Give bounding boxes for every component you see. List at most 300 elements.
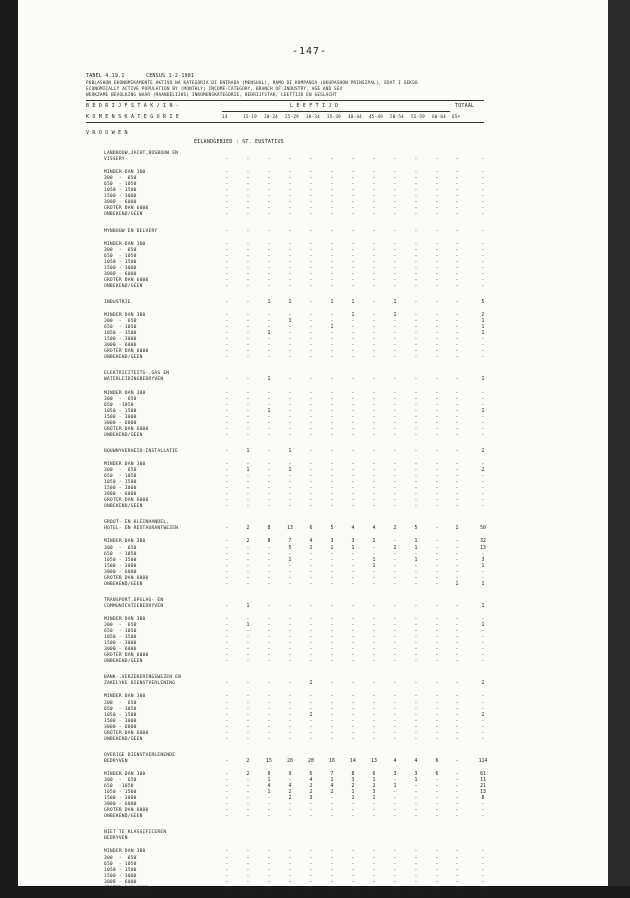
- age-cell: -: [455, 349, 459, 355]
- age-cell: -: [455, 885, 459, 891]
- age-cell: -: [267, 349, 271, 355]
- age-cell: -: [393, 325, 397, 331]
- age-cell: -: [246, 802, 250, 808]
- age-cell: -: [393, 390, 397, 396]
- age-cell: 1: [351, 545, 355, 551]
- age-cell: -: [372, 808, 376, 814]
- age-cell: -: [246, 706, 250, 712]
- income-category-label: 650 -1050: [104, 402, 134, 408]
- total-label: TOTAAL: [455, 103, 475, 109]
- age-cell: -: [351, 861, 355, 867]
- age-cell: 2: [309, 712, 313, 718]
- age-cell: -: [372, 659, 376, 665]
- age-cell: -: [372, 891, 376, 897]
- total-cell: -: [481, 647, 485, 653]
- age-cell: -: [435, 396, 439, 402]
- age-cell: -: [351, 635, 355, 641]
- age-cell: -: [414, 504, 418, 510]
- age-cell: -: [288, 551, 292, 557]
- age-cell: -: [393, 730, 397, 736]
- age-cell: -: [330, 694, 334, 700]
- age-cell: -: [267, 635, 271, 641]
- age-cell: -: [225, 891, 229, 897]
- income-category-label: GROTER DAN 6000: [104, 349, 149, 355]
- age-cell: 2: [309, 681, 313, 687]
- age-cell: -: [351, 885, 355, 891]
- age-cell: -: [246, 873, 250, 879]
- age-cell: -: [288, 432, 292, 438]
- income-category-label: 1500 - 3000: [104, 265, 137, 271]
- age-cell: -: [225, 653, 229, 659]
- age-cell: -: [455, 545, 459, 551]
- age-cell: -: [330, 390, 334, 396]
- age-cell: -: [330, 641, 334, 647]
- age-cell: -: [267, 581, 271, 587]
- total-cell: -: [481, 861, 485, 867]
- age-cell: -: [309, 802, 313, 808]
- income-category-label: 1050 - 1500: [104, 331, 137, 337]
- age-cell: -: [351, 265, 355, 271]
- age-cell: -: [414, 331, 418, 337]
- age-cell: -: [330, 157, 334, 163]
- age-cell: -: [435, 790, 439, 796]
- age-cell: -: [267, 641, 271, 647]
- age-cell: -: [330, 176, 334, 182]
- section-title: INDUSTRIE: [104, 299, 131, 305]
- table-row-values: [222, 377, 485, 383]
- age-cell: -: [372, 277, 376, 283]
- table-row-values: [222, 659, 485, 665]
- age-cell: -: [225, 299, 229, 305]
- income-category-label: 1500 - 3000: [104, 873, 137, 879]
- age-cell: -: [435, 575, 439, 581]
- age-cell: -: [288, 212, 292, 218]
- age-cell: -: [435, 408, 439, 414]
- age-cell: -: [393, 319, 397, 325]
- age-cell: -: [372, 718, 376, 724]
- age-cell: -: [372, 206, 376, 212]
- age-cell: -: [288, 461, 292, 467]
- age-cell: -: [309, 426, 313, 432]
- age-cell: 1: [246, 448, 250, 454]
- age-cell: -: [393, 855, 397, 861]
- section-title: ELEKTRICITEITS-,GAS EN: [104, 371, 170, 377]
- age-cell: 1: [288, 448, 292, 454]
- income-category-label: GROTER DAN 6000: [104, 730, 149, 736]
- age-cell: -: [393, 206, 397, 212]
- age-cell: -: [372, 867, 376, 873]
- income-category-label: 3000 - 6000: [104, 271, 137, 277]
- age-cell: -: [435, 526, 439, 532]
- age-cell: -: [288, 480, 292, 486]
- age-cell: -: [393, 796, 397, 802]
- age-cell: 1: [288, 557, 292, 563]
- census-date: CENSUS 1-2-1981: [146, 73, 195, 79]
- income-category-label: 650 - 1050: [104, 706, 137, 712]
- age-cell: -: [288, 170, 292, 176]
- age-cell: 5: [414, 526, 418, 532]
- age-cell: -: [225, 241, 229, 247]
- age-cell: -: [414, 194, 418, 200]
- age-cell: -: [435, 808, 439, 814]
- total-cell: -: [481, 885, 485, 891]
- age-group-label: L E E F T I J D: [290, 103, 339, 109]
- age-cell: -: [372, 855, 376, 861]
- age-cell: -: [351, 563, 355, 569]
- age-cell: -: [246, 480, 250, 486]
- age-cell: -: [330, 337, 334, 343]
- age-cell: -: [309, 718, 313, 724]
- age-cell: -: [351, 891, 355, 897]
- age-cell: -: [372, 603, 376, 609]
- age-col-header: 35-39: [327, 115, 341, 120]
- total-cell: 61: [480, 771, 486, 777]
- age-cell: -: [393, 891, 397, 897]
- age-cell: -: [330, 492, 334, 498]
- age-cell: 4: [267, 784, 271, 790]
- age-cell: -: [225, 730, 229, 736]
- age-cell: -: [372, 402, 376, 408]
- age-cell: -: [393, 355, 397, 361]
- income-category-label: 300 - 650: [104, 855, 137, 861]
- age-cell: -: [372, 170, 376, 176]
- age-cell: -: [414, 724, 418, 730]
- age-cell: -: [414, 241, 418, 247]
- age-cell: -: [330, 635, 334, 641]
- age-cell: -: [414, 402, 418, 408]
- income-category-label: MINDER DAN 300: [104, 539, 146, 545]
- age-cell: -: [267, 241, 271, 247]
- age-cell: -: [393, 283, 397, 289]
- age-cell: -: [372, 623, 376, 628]
- total-cell: -: [481, 616, 485, 622]
- age-cell: -: [351, 200, 355, 206]
- age-cell: -: [351, 867, 355, 873]
- age-cell: -: [288, 247, 292, 253]
- age-cell: -: [288, 563, 292, 569]
- age-cell: -: [455, 188, 459, 194]
- income-category-label: GROTER DAN 6000: [104, 808, 149, 814]
- income-category-label: GROTER DAN 6000: [104, 277, 149, 283]
- age-cell: -: [455, 641, 459, 647]
- income-category-label: 300 - 650: [104, 545, 137, 551]
- age-cell: -: [309, 551, 313, 557]
- income-category-label: ONBEKEND/GEEN: [104, 891, 143, 897]
- age-cell: -: [225, 808, 229, 814]
- age-cell: -: [393, 408, 397, 414]
- age-cell: -: [435, 730, 439, 736]
- age-cell: -: [393, 539, 397, 545]
- age-cell: -: [309, 808, 313, 814]
- income-category-label: 300 - 650: [104, 319, 137, 325]
- age-cell: -: [330, 474, 334, 480]
- age-cell: -: [414, 712, 418, 718]
- age-cell: -: [225, 635, 229, 641]
- section-title: LANDBOUW,JACHT,BOSBOUW EN: [104, 151, 179, 156]
- age-cell: -: [246, 420, 250, 426]
- age-cell: 1: [288, 468, 292, 473]
- age-cell: 1: [267, 778, 271, 783]
- age-cell: 7: [330, 771, 334, 777]
- total-cell: 8: [481, 796, 485, 802]
- income-category-label: MINDER DAN 300: [104, 313, 146, 318]
- total-cell: 50: [480, 526, 486, 532]
- age-cell: -: [288, 581, 292, 587]
- income-category-label: MINDER DAN 300: [104, 170, 146, 176]
- age-cell: -: [435, 176, 439, 182]
- age-cell: -: [351, 616, 355, 622]
- age-cell: -: [455, 758, 459, 764]
- age-cell: 1: [246, 623, 250, 628]
- age-cell: 4: [372, 526, 376, 532]
- age-col-header: 40-44: [348, 115, 362, 120]
- age-cell: -: [455, 808, 459, 814]
- age-cell: -: [246, 681, 250, 687]
- age-cell: -: [267, 188, 271, 194]
- age-cell: -: [309, 461, 313, 467]
- total-cell: -: [481, 157, 485, 163]
- total-cell: -: [481, 337, 485, 343]
- age-cell: -: [330, 706, 334, 712]
- section-title: BEDRYVEN: [104, 758, 128, 764]
- age-cell: -: [288, 188, 292, 194]
- age-cell: -: [435, 200, 439, 206]
- age-cell: -: [225, 402, 229, 408]
- age-cell: -: [246, 194, 250, 200]
- age-cell: -: [267, 480, 271, 486]
- age-cell: -: [351, 188, 355, 194]
- age-cell: -: [414, 861, 418, 867]
- total-cell: 1: [481, 581, 485, 587]
- age-cell: -: [455, 616, 459, 622]
- age-cell: -: [225, 432, 229, 438]
- income-category-label: GROTER DAN 6000: [104, 653, 149, 659]
- total-cell: -: [481, 474, 485, 480]
- age-cell: -: [288, 474, 292, 480]
- age-cell: -: [455, 802, 459, 808]
- age-cell: -: [267, 253, 271, 259]
- age-cell: -: [435, 313, 439, 318]
- age-cell: -: [246, 885, 250, 891]
- age-cell: -: [455, 461, 459, 467]
- age-cell: -: [267, 396, 271, 402]
- income-category-label: ONBEKEND/GEEN: [104, 212, 143, 218]
- age-cell: -: [414, 337, 418, 343]
- income-category-label: 1050 - 1500: [104, 480, 137, 486]
- age-cell: -: [330, 343, 334, 349]
- income-category-label: 3000 - 6000: [104, 724, 137, 730]
- age-cell: -: [455, 879, 459, 885]
- age-cell: -: [267, 259, 271, 265]
- age-cell: -: [435, 778, 439, 783]
- total-cell: 13: [480, 545, 486, 551]
- age-cell: -: [225, 557, 229, 563]
- age-cell: -: [414, 891, 418, 897]
- age-cell: -: [435, 647, 439, 653]
- age-cell: -: [225, 700, 229, 706]
- age-cell: -: [455, 551, 459, 557]
- age-cell: -: [455, 396, 459, 402]
- age-cell: -: [393, 736, 397, 742]
- total-cell: -: [481, 277, 485, 283]
- age-cell: -: [351, 647, 355, 653]
- age-cell: -: [351, 241, 355, 247]
- age-cell: -: [225, 526, 229, 532]
- age-cell: -: [225, 480, 229, 486]
- age-cell: -: [372, 271, 376, 277]
- age-cell: -: [414, 176, 418, 182]
- age-cell: -: [225, 194, 229, 200]
- age-cell: 1: [372, 563, 376, 569]
- age-cell: -: [267, 461, 271, 467]
- age-cell: -: [246, 796, 250, 802]
- age-cell: 1: [372, 557, 376, 563]
- age-cell: -: [267, 694, 271, 700]
- age-cell: -: [455, 259, 459, 265]
- age-cell: -: [225, 659, 229, 665]
- age-cell: -: [351, 176, 355, 182]
- age-cell: -: [351, 814, 355, 820]
- age-cell: -: [393, 253, 397, 259]
- age-cell: -: [246, 575, 250, 581]
- total-cell: -: [481, 253, 485, 259]
- age-cell: 2: [246, 526, 250, 532]
- table-row-values: [222, 814, 485, 820]
- age-cell: -: [351, 569, 355, 575]
- age-cell: -: [288, 337, 292, 343]
- total-cell: -: [481, 700, 485, 706]
- age-cell: -: [225, 182, 229, 188]
- age-cell: -: [414, 265, 418, 271]
- age-cell: -: [225, 724, 229, 730]
- age-cell: -: [414, 616, 418, 622]
- age-cell: -: [288, 653, 292, 659]
- age-cell: -: [225, 271, 229, 277]
- age-cell: -: [435, 461, 439, 467]
- income-category-label: 300 - 650: [104, 623, 137, 628]
- age-cell: -: [351, 623, 355, 628]
- age-cell: 5: [330, 526, 334, 532]
- age-cell: -: [246, 736, 250, 742]
- total-cell: -: [481, 551, 485, 557]
- age-cell: 2: [330, 790, 334, 796]
- income-category-label: ONBEKEND/GEEN: [104, 736, 143, 742]
- age-cell: -: [414, 790, 418, 796]
- age-cell: -: [393, 808, 397, 814]
- age-cell: -: [435, 498, 439, 504]
- age-cell: -: [372, 188, 376, 194]
- age-cell: -: [414, 408, 418, 414]
- age-cell: -: [225, 247, 229, 253]
- age-cell: -: [351, 730, 355, 736]
- age-cell: -: [309, 486, 313, 492]
- section-title: HOTEL- EN RESTAURANTWEZEN: [104, 526, 179, 532]
- age-cell: -: [414, 802, 418, 808]
- age-cell: -: [288, 390, 292, 396]
- total-cell: 1: [481, 623, 485, 628]
- age-cell: -: [372, 736, 376, 742]
- age-cell: -: [309, 623, 313, 628]
- age-cell: -: [246, 355, 250, 361]
- age-cell: -: [351, 157, 355, 163]
- age-cell: -: [288, 265, 292, 271]
- age-cell: -: [330, 259, 334, 265]
- age-cell: -: [455, 603, 459, 609]
- age-cell: -: [246, 855, 250, 861]
- age-cell: -: [309, 736, 313, 742]
- age-cell: -: [455, 194, 459, 200]
- age-cell: -: [246, 563, 250, 569]
- age-cell: -: [288, 861, 292, 867]
- age-cell: -: [309, 212, 313, 218]
- age-cell: -: [372, 390, 376, 396]
- age-cell: -: [372, 396, 376, 402]
- age-cell: -: [372, 681, 376, 687]
- age-cell: -: [435, 694, 439, 700]
- age-cell: -: [225, 855, 229, 861]
- age-cell: -: [246, 551, 250, 557]
- age-cell: -: [351, 802, 355, 808]
- age-cell: -: [414, 718, 418, 724]
- age-cell: -: [330, 873, 334, 879]
- age-cell: -: [225, 539, 229, 545]
- age-cell: -: [435, 855, 439, 861]
- table-id: TABEL 4.19.1: [86, 73, 125, 79]
- age-cell: -: [225, 313, 229, 318]
- age-cell: -: [267, 855, 271, 861]
- age-cell: -: [288, 885, 292, 891]
- age-cell: -: [288, 420, 292, 426]
- age-cell: -: [267, 867, 271, 873]
- age-cell: -: [372, 616, 376, 622]
- age-cell: -: [372, 694, 376, 700]
- age-cell: -: [435, 188, 439, 194]
- age-cell: 1: [414, 539, 418, 545]
- age-cell: -: [351, 259, 355, 265]
- age-cell: 2: [246, 771, 250, 777]
- age-cell: -: [225, 426, 229, 432]
- age-col-header: 20-24: [264, 115, 278, 120]
- age-cell: -: [351, 349, 355, 355]
- age-cell: -: [414, 796, 418, 802]
- age-cell: -: [414, 188, 418, 194]
- age-cell: -: [455, 448, 459, 454]
- age-cell: -: [372, 873, 376, 879]
- age-cell: -: [309, 492, 313, 498]
- income-category-label: GROTER DAN 6000: [104, 426, 149, 432]
- age-cell: -: [267, 603, 271, 609]
- age-cell: -: [288, 569, 292, 575]
- income-category-label: ONBEKEND/GEEN: [104, 581, 143, 587]
- age-cell: -: [330, 700, 334, 706]
- age-cell: -: [414, 299, 418, 305]
- age-cell: -: [246, 504, 250, 510]
- age-cell: -: [288, 867, 292, 873]
- age-cell: -: [330, 461, 334, 467]
- age-cell: -: [309, 480, 313, 486]
- age-cell: -: [330, 867, 334, 873]
- age-cell: -: [330, 681, 334, 687]
- age-cell: -: [288, 200, 292, 206]
- total-cell: -: [481, 802, 485, 808]
- age-cell: -: [372, 480, 376, 486]
- age-cell: -: [225, 861, 229, 867]
- age-cell: -: [246, 331, 250, 337]
- age-cell: -: [372, 259, 376, 265]
- age-cell: -: [455, 681, 459, 687]
- age-cell: -: [351, 247, 355, 253]
- age-cell: -: [288, 694, 292, 700]
